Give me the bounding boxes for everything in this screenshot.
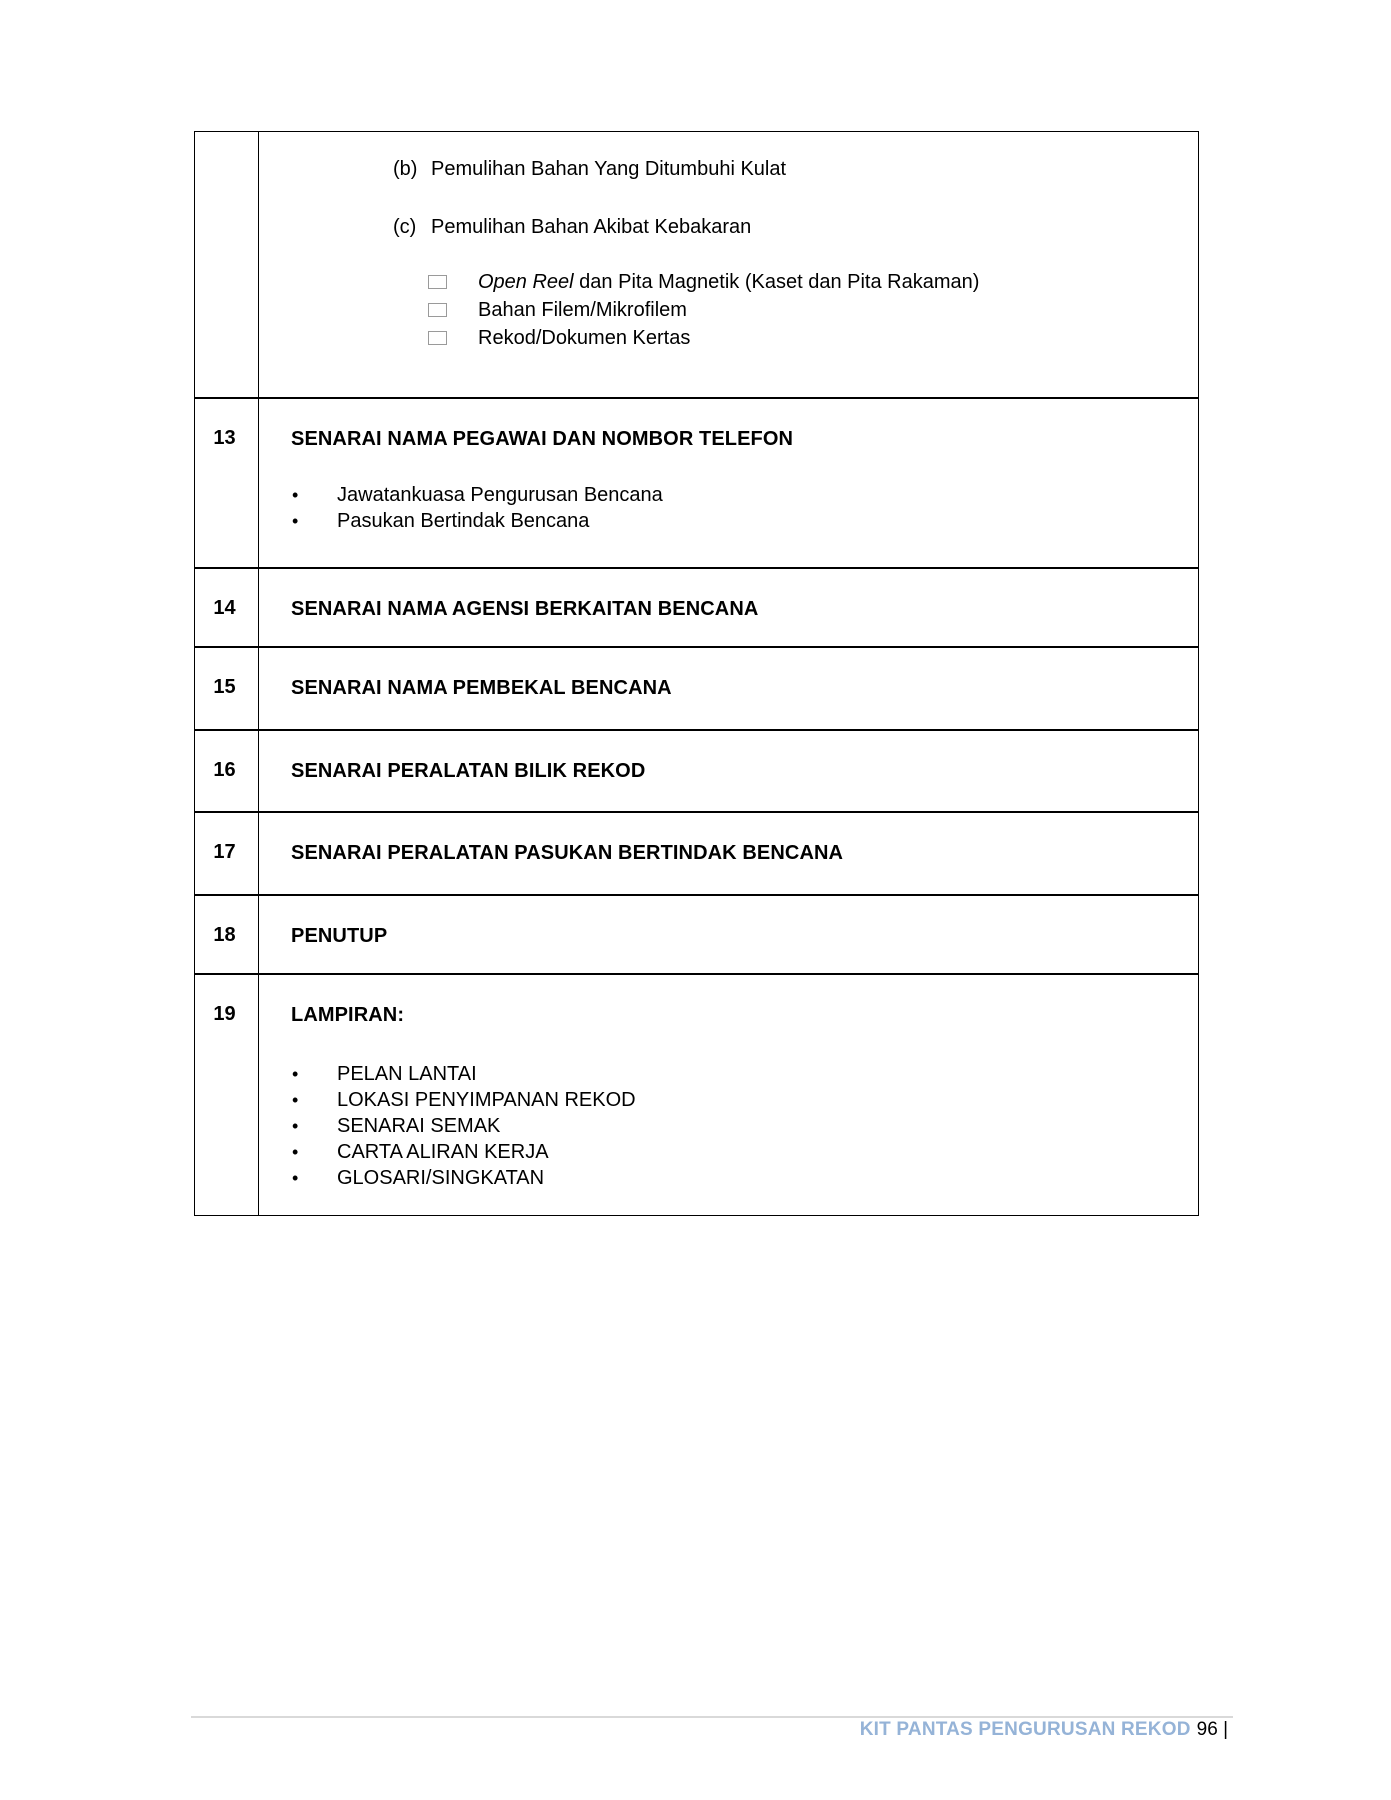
row-content-cell (259, 975, 1198, 1215)
bullet-icon: • (292, 510, 299, 531)
table-row-18 (195, 894, 1198, 973)
checklist-item (428, 296, 979, 324)
checkbox[interactable] (428, 331, 447, 345)
page-number: 96 (1196, 1719, 1218, 1740)
bullet-icon: • (292, 1115, 299, 1136)
contents-table (194, 131, 1199, 1216)
row-heading: SENARAI PERALATAN PASUKAN BERTINDAK BENCANA (291, 842, 844, 864)
list-item (291, 1113, 1198, 1139)
row-content-cell (259, 569, 1198, 646)
bullet-list (291, 1061, 1198, 1191)
checklist (428, 268, 979, 352)
list-item-text: Pasukan Bertindak Bencana (337, 509, 590, 532)
sub-item-b (393, 158, 786, 181)
row-number: 18 (195, 896, 259, 973)
bullet-icon: • (292, 484, 299, 505)
checklist-item (428, 268, 979, 296)
checkbox[interactable] (428, 303, 447, 317)
list-item-text: LOKASI PENYIMPANAN REKOD (337, 1088, 636, 1111)
bullet-icon: • (292, 1167, 299, 1188)
row-heading: SENARAI NAMA PEGAWAI DAN NOMBOR TELEFON (291, 428, 794, 450)
table-row-14 (195, 567, 1198, 646)
bullet-icon: • (292, 1089, 299, 1110)
italic-term: Open Reel (478, 270, 574, 293)
row-content-cell (259, 648, 1198, 729)
page-footer (860, 1718, 1228, 1742)
row-content-cell (259, 731, 1198, 811)
row-heading: LAMPIRAN: (291, 1004, 405, 1026)
list-item-text: SENARAI SEMAK (337, 1114, 501, 1137)
row-heading: SENARAI NAMA PEMBEKAL BENCANA (291, 677, 672, 699)
table-row-15 (195, 646, 1198, 729)
list-item-text: GLOSARI/SINGKATAN (337, 1166, 545, 1189)
row-content-cell (259, 399, 1198, 567)
sub-item-label: (b) (393, 158, 418, 180)
sub-item-label: (c) (393, 216, 417, 238)
table-row-16 (195, 729, 1198, 811)
row-heading: SENARAI NAMA AGENSI BERKAITAN BENCANA (291, 598, 759, 620)
table-row-17 (195, 811, 1198, 894)
bullet-icon: • (292, 1141, 299, 1162)
sub-item-text: Pemulihan Bahan Yang Ditumbuhi Kulat (431, 158, 787, 180)
bullet-icon: • (292, 1063, 299, 1084)
list-item (291, 508, 1198, 534)
row-number: 14 (195, 569, 259, 646)
row-content-cell (259, 896, 1198, 973)
list-item (291, 1087, 1198, 1113)
list-item-text: PELAN LANTAI (337, 1062, 477, 1085)
checklist-item-text: Bahan Filem/Mikrofilem (478, 298, 687, 321)
list-item (291, 1165, 1198, 1191)
row-number: 17 (195, 813, 259, 894)
row-number: 15 (195, 648, 259, 729)
row-number: 13 (195, 399, 259, 567)
row-heading: SENARAI PERALATAN BILIK REKOD (291, 760, 646, 782)
row-number: 16 (195, 731, 259, 811)
list-item (291, 482, 1198, 508)
footer-title: KIT PANTAS PENGURUSAN REKOD (859, 1719, 1191, 1740)
checklist-item-text (478, 271, 979, 294)
footer-separator: | (1223, 1719, 1228, 1740)
sub-item-text: Pemulihan Bahan Akibat Kebakaran (431, 216, 752, 238)
list-item (291, 1061, 1198, 1087)
list-item (291, 1139, 1198, 1165)
row-number-cell (195, 132, 259, 397)
table-row-19 (195, 973, 1198, 1215)
row-content-cell (259, 813, 1198, 894)
checkbox[interactable] (428, 275, 447, 289)
checklist-item-text: Rekod/Dokumen Kertas (478, 326, 691, 349)
list-item-text: Jawatankuasa Pengurusan Bencana (337, 483, 663, 506)
bullet-list (291, 482, 1198, 534)
row-content-cell (259, 132, 1198, 397)
checklist-item (428, 324, 979, 352)
row-heading: PENUTUP (291, 925, 388, 947)
row-number: 19 (195, 975, 259, 1215)
list-item-text: CARTA ALIRAN KERJA (337, 1140, 549, 1163)
checklist-item-rest: dan Pita Magnetik (Kaset dan Pita Rakaman) (573, 270, 980, 293)
table-row-12-continuation (195, 132, 1198, 397)
table-row-13 (195, 397, 1198, 567)
sub-item-c (393, 216, 751, 239)
